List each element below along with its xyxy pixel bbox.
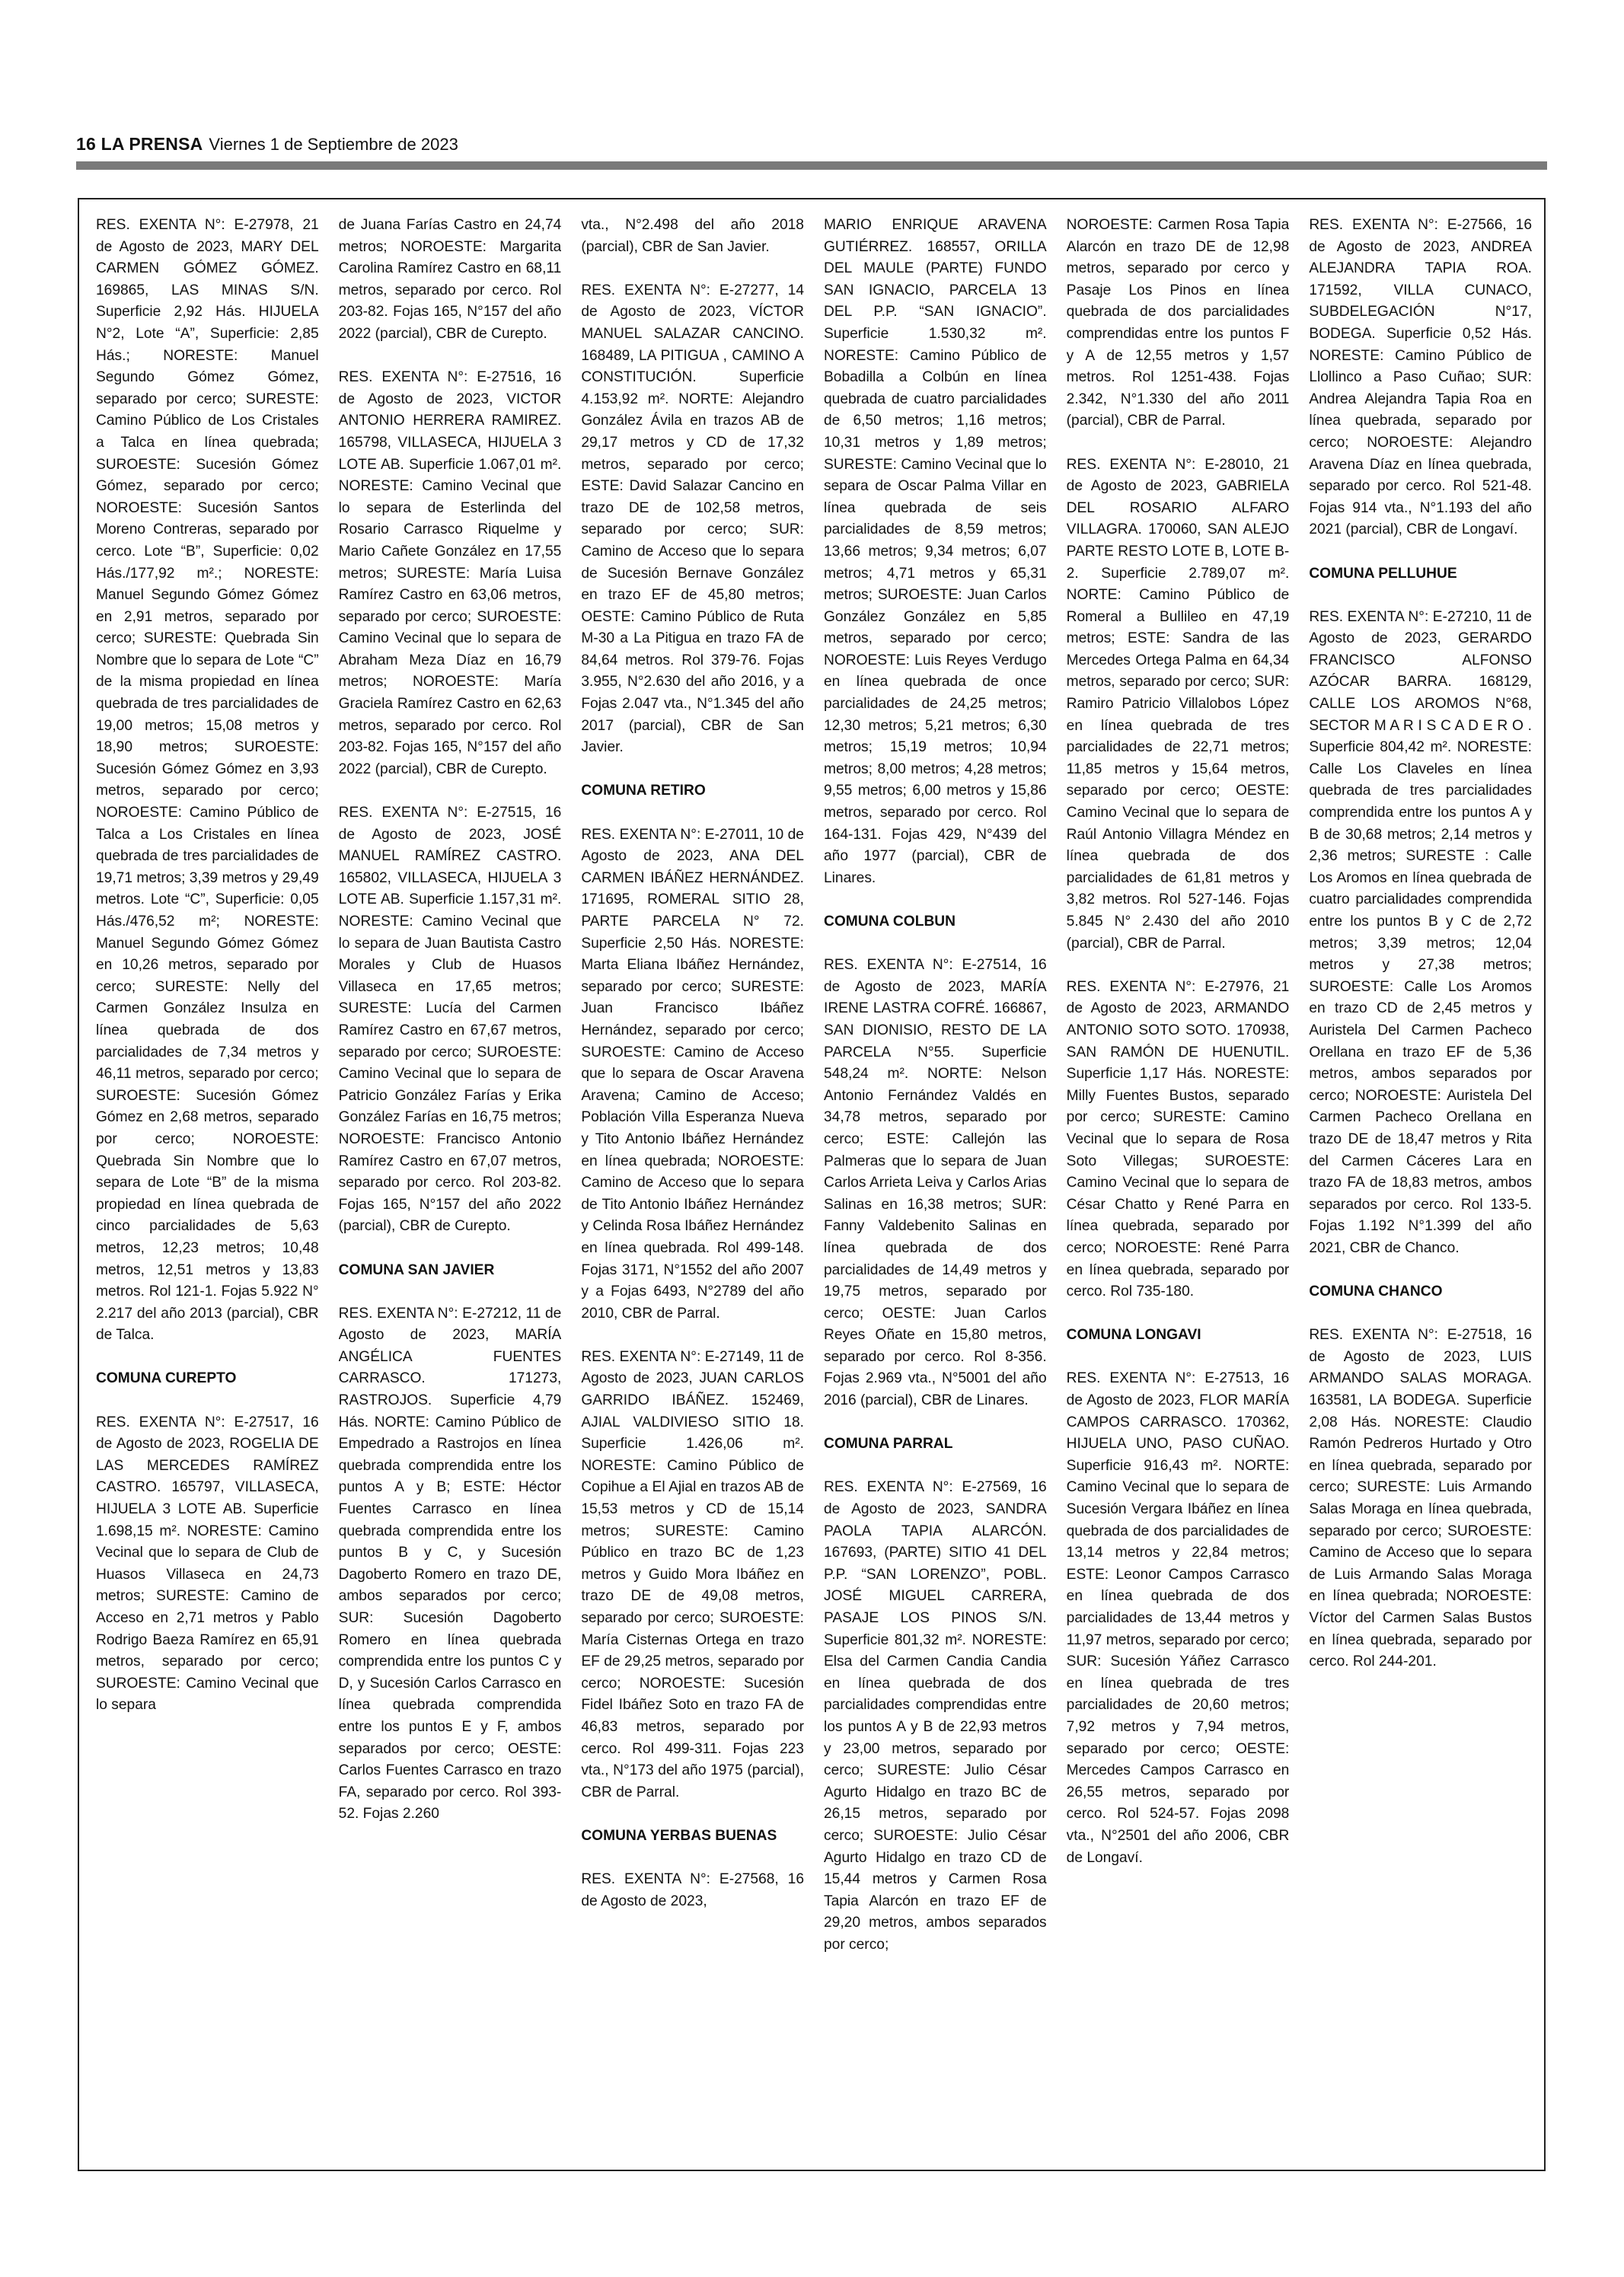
section-heading: COMUNA RETIRO bbox=[581, 783, 706, 799]
section-heading: COMUNA COLBUN bbox=[823, 914, 956, 930]
issue-date: Viernes 1 de Septiembre de 2023 bbox=[209, 135, 458, 154]
notice-paragraph: RES. EXENTA N°: E-27976, 21 de Agosto de 2023, ARMANDO ANTONIO SOTO SOTO. 170938, SAN RAMÓN DE HUENUTIL. Superficie 1,17 Hás. NORESTE: Milly Fuentes Bustos, separado por cerco; SURESTE: Camino Vecinal que lo separa de Rosa Soto Villegas; SUROESTE: Camino Vecinal que lo separa de César Chatto y René Parra en línea quebrada, separado por cerco; NOROESTE: René Parra en línea quebrada, separado por cerco. Rol 735-180. bbox=[1066, 978, 1290, 1300]
section-heading: COMUNA SAN JAVIER bbox=[338, 1261, 495, 1278]
header-rule bbox=[76, 161, 1547, 170]
page-number-masthead: 16 LA PRENSA bbox=[76, 134, 203, 154]
notice-paragraph: NOROESTE: Carmen Rosa Tapia Alarcón en trazo DE de 12,98 metros, separado por cerco y Pasaje Los Pinos en línea quebrada de dos parcialidades comprendidas entre los puntos F y A de 12,55 metros y 1,57 metros. Rol 1251-438. Fojas 2.342, N°1.330 del año 2011 (parcial), CBR de Parral. bbox=[1066, 217, 1290, 429]
notice-paragraph: RES. EXENTA N°: E-27516, 16 de Agosto de 2023, VICTOR ANTONIO HERRERA RAMIREZ. 165798, VILLASECA, HIJUELA 3 LOTE AB. Superficie 1.067,01 m². NORESTE: Camino Vecinal que lo separa de Esterlinda del Rosario Carrasco Riquelme y Mario Cañete González en 17,55 metros; SURESTE: María Luisa Ramírez Castro en 63,06 metros, separado por cerco; SUROESTE: Camino Vecinal que lo separa de Abraham Meza Díaz en 16,79 metros; NOROESTE: María Graciela Ramírez Castro en 62,63 metros, separado por cerco. Rol 203-82. Fojas 165, N°157 del año 2022 (parcial), CBR de Curepto. bbox=[338, 369, 562, 777]
column-3 bbox=[581, 215, 804, 2164]
notice-paragraph: RES. EXENTA N°: E-27518, 16 de Agosto de 2023, LUIS ARMANDO SALAS MORAGA. 163581, LA BODEGA. Superficie 2,08 Hás. NORESTE: Claudio Ramón Pedreros Hurtado y Otro en línea quebrada, separado por cerco; SURESTE: Luis Armando Salas Moraga en línea quebrada, separado por cerco; SUROESTE: Camino de Acceso que lo separa de Luis Armando Salas Moraga en línea quebrada; NOROESTE: Víctor del Carmen Salas Bustos en línea quebrada, separado por cerco. Rol 244-201. bbox=[1309, 1327, 1532, 1670]
column-1 bbox=[96, 215, 319, 2164]
column-2 bbox=[339, 215, 562, 2164]
notice-paragraph: RES. EXENTA N°: E-27513, 16 de Agosto de 2023, FLOR MARÍA CAMPOS CARRASCO. 170362, HIJUELA UNO, PASO CUÑAO. Superficie 916,43 m². NORTE: Camino Vecinal que lo separa de Sucesión Vergara Ibáñez en línea quebrada de dos parcialidades de 13,14 metros y 22,84 metros; ESTE: Leonor Campos Carrasco en línea quebrada de dos parcialidades de 13,44 metros y 11,97 metros, separado por cerco; SUR: Sucesión Yáñez Carrasco en línea quebrada de tres parcialidades de 20,60 metros; 7,92 metros y 7,94 metros, separado por cerco; OESTE: Mercedes Campos Carrasco en 26,55 metros, separado por cerco. Rol 524-57. Fojas 2098 vta., N°2501 del año 2006, CBR de Longaví. bbox=[1066, 1370, 1290, 1866]
notice-paragraph: RES. EXENTA N°: E-27515, 16 de Agosto de 2023, JOSÉ MANUEL RAMÍREZ CASTRO. 165802, VILLASECA, HIJUELA 3 LOTE AB. Superficie 1.157,31 m². NORESTE: Camino Vecinal que lo separa de Juan Bautista Castro Morales y Club de Huasos Villaseca en 17,65 metros; SURESTE: Lucía del Carmen Ramírez Castro en 67,67 metros, separado por cerco; SUROESTE: Camino Vecinal que lo separa de Patricio González Farías y Erika González Farías en 16,75 metros; NOROESTE: Francisco Antonio Ramírez Castro en 67,07 metros, separado por cerco. Rol 203-82. Fojas 165, N°157 del año 2022 (parcial), CBR de Curepto. bbox=[338, 805, 562, 1235]
notice-paragraph: RES. EXENTA N°: E-27210, 11 de Agosto de 2023, GERARDO FRANCISCO ALFONSO AZÓCAR BARRA. 168129, CALLE LOS AROMOS N°68, SECTOR M A R I S C A D E R O . Superficie 804,42 m². NORESTE: Calle Los Claveles en línea quebrada de tres parcialidades comprendida entre los puntos A y B de 30,68 metros; 2,14 metros y 2,36 metros; SURESTE : Calle Los Aromos en línea quebrada de cuatro parcialidades comprendida entre los puntos B y C de 2,72 metros; 3,39 metros; 12,04 metros y 27,38 metros; SUROESTE: Calle Los Aromos en trazo CD de 2,45 metros y Auristela Del Carmen Pacheco Orellana en trazo EF de 5,36 metros, ambos separados por cerco; NOROESTE: Auristela Del Carmen Pacheco Orellana en trazo DE de 18,47 metros y Rita del Carmen Cáceres Lara en trazo FA de 18,83 metros, ambos separados por cerco. Rol 133-5. Fojas 1.192 N°1.399 del año 2021, CBR de Chanco. bbox=[1309, 608, 1532, 1256]
notice-paragraph: vta., N°2.498 del año 2018 (parcial), CBR de San Javier. bbox=[581, 217, 804, 255]
page-header bbox=[76, 134, 458, 155]
section-heading: COMUNA LONGAVI bbox=[1066, 1327, 1201, 1344]
column-6 bbox=[1309, 215, 1532, 2164]
notice-paragraph: de Juana Farías Castro en 24,74 metros; NOROESTE: Margarita Carolina Ramírez Castro en 68,11 metros, separado por cerco. Rol 203-82. Fojas 165, N°157 del año 2022 (parcial), CBR de Curepto. bbox=[338, 217, 562, 342]
notice-paragraph: RES. EXENTA N°: E-27149, 11 de Agosto de 2023, JUAN CARLOS GARRIDO IBÁÑEZ. 152469, AJIAL VALDIVIESO SITIO 18. Superficie 1.426,06 m². NORESTE: Camino Público de Copihue a El Ajial en trazos AB de 15,53 metros y CD de 15,14 metros; SURESTE: Camino Público en trazo BC de 1,23 metros y Guido Mora Ibáñez en trazo DE de 49,08 metros, separado por cerco; SUROESTE: María Cisternas Ortega en trazo EF de 29,25 metros, separado por cerco; NOROESTE: Sucesión Fidel Ibáñez Soto en trazo FA de 46,83 metros, separado por cerco. Rol 499-311. Fojas 223 vta., N°173 del año 1975 (parcial), CBR de Parral. bbox=[581, 1348, 804, 1800]
section-heading: COMUNA PELLUHUE bbox=[1309, 565, 1457, 582]
section-heading: COMUNA PARRAL bbox=[823, 1436, 953, 1453]
section-heading: COMUNA CHANCO bbox=[1309, 1284, 1443, 1300]
notice-paragraph: RES. EXENTA N°: E-27568, 16 de Agosto de 2023, bbox=[581, 1871, 804, 1909]
notice-paragraph: MARIO ENRIQUE ARAVENA GUTIÉRREZ. 168557, ORILLA DEL MAULE (PARTE) FUNDO SAN IGNACIO, PARCELA 13 DEL P.P. “SAN IGNACIO”. Superficie 1.530,32 m². NORESTE: Camino Público de Bobadilla a Colbún en línea quebrada de cuatro parcialidades de 6,50 metros; 1,16 metros; 10,31 metros y 1,89 metros; SURESTE: Camino Vecinal que lo separa de Oscar Palma Villar en línea quebrada de seis parcialidades de 8,59 metros; 13,66 metros; 9,34 metros; 6,07 metros; 4,71 metros y 65,31 metros; SUROESTE: Juan Carlos González González en 5,85 metros, separado por cerco; NOROESTE: Luis Reyes Verdugo en línea quebrada de once parcialidades de 24,25 metros; 12,30 metros; 5,21 metros; 6,30 metros; 15,19 metros; 10,94 metros; 8,00 metros; 4,28 metros; 9,55 metros; 6,00 metros y 15,86 metros, separado por cerco. Rol 164-131. Fojas 429, N°439 del año 1977 (parcial), CBR de Linares. bbox=[823, 217, 1047, 886]
notice-paragraph: RES. EXENTA N°: E-27212, 11 de Agosto de 2023, MARÍA ANGÉLICA FUENTES CARRASCO. 171273, RASTROJOS. Superficie 4,79 Hás. NORTE: Camino Público de Empedrado a Rastrojos en línea quebrada comprendida entre los puntos A y B; ESTE: Héctor Fuentes Carrasco en línea quebrada comprendida entre los puntos B y C, y Sucesión Dagoberto Romero en trazo DE, ambos separados por cerco; SUR: Sucesión Dagoberto Romero en línea quebrada comprendida entre los puntos C y D, y Sucesión Carlos Carrasco en línea quebrada comprendida entre los puntos E y F, ambos separados por cerco; OESTE: Carlos Fuentes Carrasco en trazo FA, separado por cerco. Rol 393-52. Fojas 2.260 bbox=[338, 1305, 562, 1823]
notice-paragraph: RES. EXENTA N°: E-28010, 21 de Agosto de 2023, GABRIELA DEL ROSARIO ALFARO VILLAGRA. 170060, SAN ALEJO PARTE RESTO LOTE B, LOTE B-2. Superficie 2.789,07 m². NORTE: Camino Público de Romeral a Bullileo en 47,19 metros; ESTE: Sandra de las Mercedes Ortega Palma en 64,34 metros, separado por cerco; SUR: Ramiro Patricio Villalobos López en línea quebrada de tres parcialidades de 22,71 metros; 11,85 metros y 15,64 metros, separado por cerco; OESTE: Camino Vecinal que lo separa de Raúl Antonio Villagra Méndez en línea quebrada de dos parcialidades de 61,81 metros y 3,82 metros. Rol 527-146. Fojas 5.845 N° 2.430 del año 2010 (parcial), CBR de Parral. bbox=[1066, 456, 1290, 952]
notice-paragraph: RES. EXENTA N°: E-27978, 21 de Agosto de 2023, MARY DEL CARMEN GÓMEZ GÓMEZ. 169865, LAS MINAS S/N. Superficie 2,92 Hás. HIJUELA N°2, Lote “A”, Superficie: 2,85 Hás.; NORESTE: Manuel Segundo Gómez Gómez, separado por cerco; SURESTE: Camino Público de Los Cristales a Talca en línea quebrada; SUROESTE: Sucesión Gómez Gómez, separado por cerco; NOROESTE: Sucesión Santos Moreno Contreras, separado por cerco. Lote “B”, Superficie: 0,02 Hás./177,92 m².; NORESTE: Manuel Segundo Gómez Gómez en 2,91 metros, separado por cerco; SURESTE: Quebrada Sin Nombre que lo separa de Lote “C” de la misma propiedad en línea quebrada de tres parcialidades de 19,00 metros; 15,08 metros y 18,90 metros; SUROESTE: Sucesión Gómez Gómez en 3,93 metros, separado por cerco; NOROESTE: Camino Público de Talca a Los Cristales en línea quebrada de tres parcialidades de 19,71 metros; 3,39 metros y 29,49 metros. Lote “C”, Superficie: 0,05 Hás./476,52 m²; NORESTE: Manuel Segundo Gómez Gómez en 10,26 metros, separado por cerco; SURESTE: Nelly del Carmen González Insulza en línea quebrada de dos parcialidades de 7,34 metros y 46,11 metros, separado por cerco; SUROESTE: Sucesión Gómez Gómez en 2,68 metros, separado por cerco; NOROESTE: Quebrada Sin Nombre que lo separa de Lote “B” de la misma propiedad en línea quebrada de cinco parcialidades de 5,63 metros, 12,23 metros; 10,48 metros, 12,51 metros y 13,83 metros. Rol 121-1. Fojas 5.922 N° 2.217 del año 2013 (parcial), CBR de Talca. bbox=[96, 217, 319, 1344]
section-heading: COMUNA YERBAS BUENAS bbox=[581, 1827, 777, 1844]
column-5 bbox=[1067, 215, 1290, 2164]
notice-paragraph: RES. EXENTA N°: E-27517, 16 de Agosto de 2023, ROGELIA DE LAS MERCEDES RAMÍREZ CASTRO. 165797, VILLASECA, HIJUELA 3 LOTE AB. Superficie 1.698,15 m². NORESTE: Camino Vecinal que lo separa de Club de Huasos Villaseca en 24,73 metros; SURESTE: Camino de Acceso en 2,71 metros y Pablo Rodrigo Baeza Ramírez en 65,91 metros, separado por cerco; SUROESTE: Camino Vecinal que lo separa bbox=[96, 1414, 319, 1714]
notice-paragraph: RES. EXENTA N°: E-27277, 14 de Agosto de 2023, VÍCTOR MANUEL SALAZAR CANCINO. 168489, LA PITIGUA , CAMINO A CONSTITUCIÓN. Superficie 4.153,92 m². NORTE: Alejandro González Ávila en trazos AB de 29,17 metros y CD de 17,32 metros, separado por cerco; ESTE: David Salazar Cancino en trazo DE de 102,58 metros, separado por cerco; SUR: Camino de Acceso que lo separa de Sucesión Bernave González en trazo EF de 45,80 metros; OESTE: Camino Público de Ruta M-30 a La Pitigua en trazo FA de 84,64 metros. Rol 379-76. Fojas 3.955, N°2.630 del año 2016, y a Fojas 2.047 vta., N°1.345 del año 2017 (parcial), CBR de San Javier. bbox=[581, 282, 804, 756]
notice-paragraph: RES. EXENTA N°: E-27569, 16 de Agosto de 2023, SANDRA PAOLA TAPIA ALARCÓN. 167693, (PARTE) SITIO 41 DEL P.P. “SAN LORENZO”, POBL. JOSÉ MIGUEL CARRERA, PASAJE LOS PINOS S/N. Superficie 801,32 m². NORESTE: Elsa del Carmen Candia Candia en línea quebrada de dos parcialidades comprendidas entre los puntos A y B de 22,93 metros y 23,00 metros, separado por cerco; SURESTE: Julio César Agurto Hidalgo en trazo BC de 26,15 metros, separado por cerco; SUROESTE: Julio César Agurto Hidalgo en trazo CD de 15,44 metros y Carmen Rosa Tapia Alarcón en trazo EF de 29,20 metros, ambos separados por cerco; bbox=[823, 1479, 1047, 1953]
section-heading: COMUNA CUREPTO bbox=[96, 1370, 237, 1387]
column-4 bbox=[824, 215, 1047, 2164]
notice-columns bbox=[96, 215, 1532, 2164]
notice-paragraph: RES. EXENTA N°: E-27011, 10 de Agosto de 2023, ANA DEL CARMEN IBÁÑEZ HERNÁNDEZ. 171695, ROMERAL SITIO 28, PARTE PARCELA N° 72. Superficie 2,50 Hás. NORESTE: Marta Eliana Ibáñez Hernández, separado por cerco; SURESTE: Juan Francisco Ibáñez Hernández, separado por cerco; SUROESTE: Camino de Acceso que lo separa de Oscar Aravena Aravena; Camino de Acceso; Población Villa Esperanza Nueva y Tito Antonio Ibáñez Hernández en línea quebrada; NOROESTE: Camino de Acceso que lo separa de Tito Antonio Ibáñez Hernández y Celinda Rosa Ibáñez Hernández en línea quebrada. Rol 499-148. Fojas 3171, N°1552 del año 2007 y a Fojas 6493, N°2789 del año 2010, CBR de Parral. bbox=[581, 826, 804, 1322]
notice-paragraph: RES. EXENTA N°: E-27514, 16 de Agosto de 2023, MARÍA IRENE LASTRA COFRÉ. 166867, SAN DIONISIO, RESTO DE LA PARCELA N°55. Superficie 548,24 m². NORTE: Nelson Antonio Fernández Valdés en 34,78 metros, separado por cerco; ESTE: Callejón las Palmeras que lo separa de Juan Carlos Arrieta Leiva y Carlos Arias Salinas en 16,38 metros; SUR: Fanny Valdebenito Salinas en línea quebrada de dos parcialidades de 14,49 metros y 19,75 metros, separado por cerco; OESTE: Juan Carlos Reyes Oñate en 15,80 metros, separado por cerco. Rol 8-356. Fojas 2.969 vta., N°5001 del año 2016 (parcial), CBR de Linares. bbox=[823, 957, 1047, 1409]
notice-paragraph: RES. EXENTA N°: E-27566, 16 de Agosto de 2023, ANDREA ALEJANDRA TAPIA ROA. 171592, VILLA CUNACO, SUBDELEGACIÓN N°17, BODEGA. Superficie 0,52 Hás. NORESTE: Camino Público de Llollinco a Paso Cuñao; SUR: Andrea Alejandra Tapia Roa en línea quebrada, separado por cerco; NOROESTE: Alejandro Aravena Díaz en línea quebrada, separado por cerco. Rol 521-48. Fojas 914 vta., N°1.193 del año 2021 (parcial), CBR de Longaví. bbox=[1309, 217, 1532, 538]
